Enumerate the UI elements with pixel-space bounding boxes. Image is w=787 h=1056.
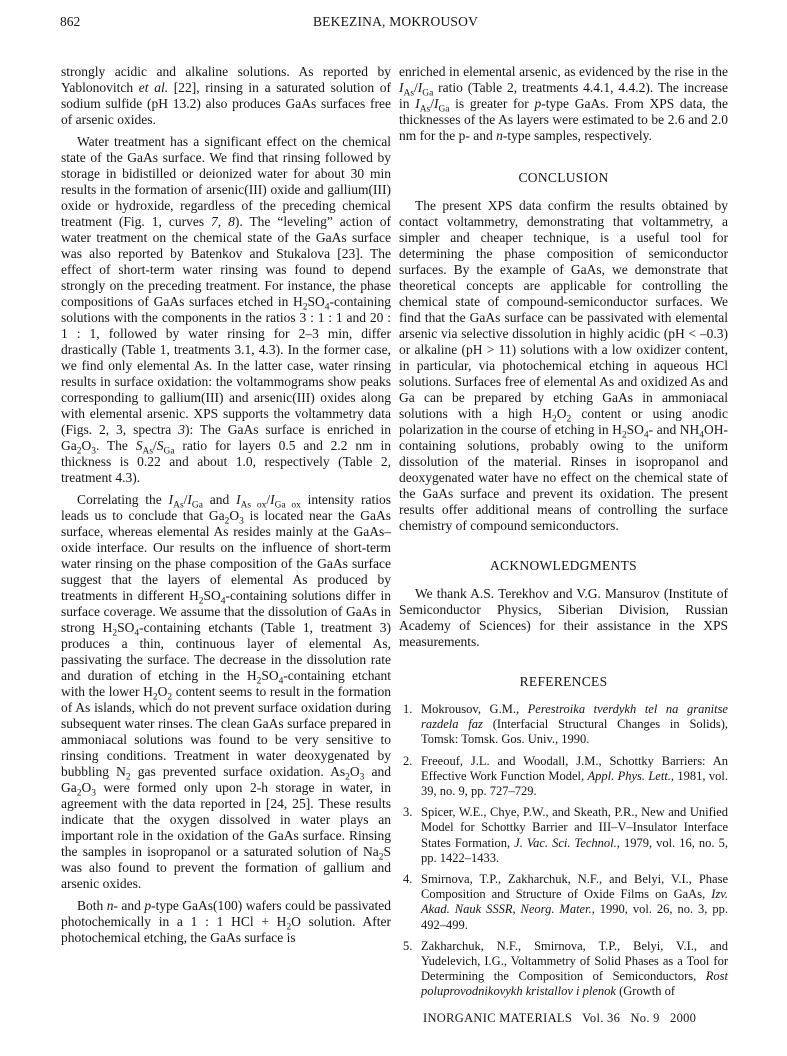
reference-number: 5.	[403, 938, 413, 953]
reference-number: 3.	[403, 805, 413, 820]
reference-text: Zakharchuk, N.F., Smirnova, T.P., Belyi, V.I., and Yudelevich, I.G., Voltammetry of Solid Phases as a Tool for Determining the Composition of Semiconductors, Rost poluprovodnikovykh kristallov i plenok (Growth of	[421, 938, 728, 999]
section-heading-acknowledgments: ACKNOWLEDGMENTS	[490, 558, 637, 573]
paragraph: Water treatment has a significant effect on the chemical state of the GaAs surface. We find that rinsing followed by storage in bidistilled or deionized water for about 30 min results in the formation of arsenic(III) oxide and gallium(III) oxide or hydroxide, regardless of the preceding chemical treatment (Fig. 1, curves 7, 8). The “leveling” action of water treatment on the chemical state of the GaAs surface was also reported by Batenkov and Stukalova [23]. The effect of short-term water rinsing was found to depend strongly on the preceding treatment. For instance, the phase compositions of GaAs surfaces etched in $H_2SO_4$-containing solutions with the components in the ratios 3 : 1 : 1 and 20 : 1 : 1, followed by water rinsing for 2–3 min, differ drastically (Table 1, treatments 3.1, 4.3). In the former case, we find only elemental As. In the latter case, water rinsing results in surface oxidation: the voltammograms show peaks corresponding to gallium(III) and arsenic(III) oxides along with elemental arsenic. XPS supports the voltammetry data (Figs. 2, 3, spectra 3): The GaAs surface is enriched in $Ga_2O_3$. The $S_{As}/S_{Ga}$ ratio for layers 0.5 and 2.2 nm in thickness is 0.22 and about 1.0, respectively (Table 2, treatment 4.3).	[61, 134, 392, 485]
conclusion-paragraph: The present XPS data confirm the results obtained by contact voltammetry, demonstrating that voltammetry, a simpler and cheaper technique, is a useful tool for determining the phase composition of semiconductor surfaces. By the example of GaAs, we demonstrate that theoretical concepts are applicable for controlling the chemical state of compound-semiconductor surfaces. We find that the GaAs surface can be passivated with elemental arsenic via selective dissolution in highly acidic (pH < –0.3) or alkaline (pH > 11) solutions with a low oxidizer content, in particular, via photochemical etching in aqueous HCl solutions. Surfaces free of elemental As and oxidized As and Ga can be prepared by etching GaAs in ammoniacal solutions with a high $H_2O_2$ content or using anodic polarization in the course of etching in $H_2SO_4-$ and $NH_4OH$-containing solutions, probably owing to the uniform dissolution of the material. Rinses in isopropanol and deoxygenated water have no effect on the chemical state of the GaAs surface and prevent its oxidation. The present results offer additional means of controlling the surface chemistry of compound semiconductors.	[399, 198, 728, 533]
right-column	[399, 64, 728, 1006]
reference-number: 1.	[403, 702, 413, 716]
reference-item	[399, 754, 728, 800]
reference-item	[399, 872, 728, 933]
journal-footer	[423, 1011, 696, 1026]
running-header	[60, 14, 731, 32]
reference-list	[399, 702, 728, 1000]
running-title: BEKEZINA, MOKROUSOV	[312, 14, 479, 29]
section-heading-conclusion: CONCLUSION	[518, 170, 609, 185]
reference-item	[399, 702, 728, 748]
reference-item	[399, 805, 728, 866]
journal-volume: Vol. 36	[582, 1011, 621, 1025]
section-heading-references: REFERENCES	[519, 674, 608, 689]
journal-name: INORGANIC MATERIALS	[423, 1011, 573, 1025]
reference-number: 4.	[403, 872, 413, 887]
reference-item	[399, 939, 728, 1000]
reference-text: Mokrousov, G.M., Perestroika tverdykh tel na granitse razdela faz (Interfacial Structural Changes in Solids), Tomsk: Tomsk. Gos. Univ., 1990.	[421, 702, 728, 747]
paragraph: Correlating the $I_{As}/I_{Ga}$ and $I_{As ox}/I_{Ga ox}$ intensity ratios leads us to conclude that $Ga_2O_3$ is located near the GaAs surface, whereas elemental As resides mainly at the GaAs–oxide interface. Our results on the influence of short-term water rinsing on the phase composition of the GaAs surface suggest that the layers of elemental As produced by treatments in different $H_2SO_4$-containing solutions differ in surface coverage. We assume that the dissolution of GaAs in strong $H_2SO_4$-containing etchants (Table 1, treatment 3) produces a thin, continuous layer of elemental As, passivating the surface. The decrease in the dissolution rate and duration of etching in the $H_2SO_4$-containing etchant with the lower $H_2O_2$ content seems to result in the formation of As islands, which do not prevent surface oxidation during subsequent water rinses. The clean GaAs surface prepared in ammoniacal solutions was found to be very sensitive to rinsing conditions. Treatment in water deoxygenated by bubbling $N_2$ gas prevented surface oxidation. $As_2O_3$ and $Ga_2O_3$ were formed only upon 2-h storage in water, in agreement with the data reported in [24, 25]. These results indicate that the oxygen dissolved in water plays an important role in the oxidation of the GaAs surface. Rinsing the samples in isopropanol or a saturated solution of $Na_2S$ was also found to prevent the formation of gallium and arsenic oxides.	[61, 492, 392, 891]
left-column	[61, 64, 391, 946]
paragraph: strongly acidic and alkaline solutions. As reported by Yablonovitch et al. [22], rinsing in a saturated solution of sodium sulfide (pH 13.2) also produces GaAs surfaces free of arsenic oxides.	[61, 64, 391, 127]
page-number: 862	[60, 14, 81, 29]
journal-issue: No. 9	[630, 1011, 660, 1025]
paragraph: enriched in elemental arsenic, as evidenced by the rise in the $I_{As}/I_{Ga}$ ratio (Table 2, treatments 4.4.1, 4.4.2). The increase in $I_{As}/I_{Ga}$ is greater for p-type GaAs. From XPS data, the thicknesses of the As layers were estimated to be 2.6 and 2.0 nm for the p- and n-type samples, respectively.	[399, 64, 728, 143]
reference-text: Smirnova, T.P., Zakharchuk, N.F., and Belyi, V.I., Phase Composition and Structure of Oxide Films on GaAs, Izv. Akad. Nauk SSSR, Neorg. Mater., 1990, vol. 26, no. 3, pp. 492–499.	[421, 872, 728, 932]
reference-number: 2.	[403, 753, 413, 768]
reference-text: Spicer, W.E., Chye, P.W., and Skeath, P.R., New and Unified Model for Schottky Barrier and III–V–Insulator Interface States Formation, J. Vac. Sci. Technol., 1979, vol. 16, no. 5, pp. 1422–1433.	[421, 805, 728, 865]
journal-year: 2000	[670, 1011, 697, 1025]
acknowledgments-paragraph: We thank A.S. Terekhov and V.G. Mansurov (Institute of Semiconductor Physics, Siberian Division, Russian Academy of Sciences) for their assistance in the XPS measurements.	[399, 586, 728, 649]
reference-text: Freeouf, J.L. and Woodall, J.M., Schottky Barriers: An Effective Work Function Model, Appl. Phys. Lett., 1981, vol. 39, no. 9, pp. 727–729.	[421, 753, 728, 799]
paragraph: Both n- and p-type GaAs(100) wafers could be passivated photochemically in a 1 : 1 HCl + $H_2O$ solution. After photochemical etching, the GaAs surface is	[61, 898, 391, 945]
